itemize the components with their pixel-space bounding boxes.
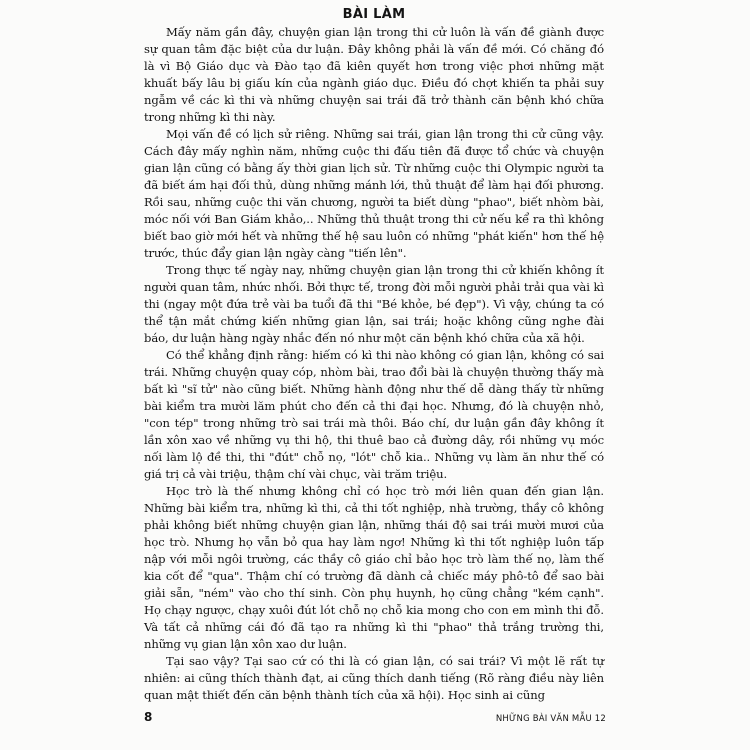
paragraph-4: Có thể khẳng định rằng: hiếm có kì thi nào không có gian lận, không có sai trái. Những chuyện quay cóp, nhòm bài, trao đổi bài là chuyện thường thấy mà bất kì "sĩ tử" nào cũng biết. Những hành động như thế dễ dàng thấy từ những bài kiểm tra mười lăm phút cho đến cả thi đại học. Nhưng, đó là chuyện nhỏ, "con tép" trong những trò sai trái mà thôi. Báo chí, dư luận gần đây không ít lần xôn xao về những vụ thi hộ, thi thuê bao cả đường dây, rồi những vụ móc nối làm lộ đề thi, thi "đút" chỗ nọ, "lót" chỗ kia.. Những vụ làm ăn như thế có giá trị cả vài triệu, thậm chí vài chục, vài trăm triệu. — [144, 348, 604, 481]
paragraph-6: Tại sao vậy? Tại sao cứ có thi là có gian lận, có sai trái? Vì một lẽ rất tự nhiên: ai cũng thích thành đạt, ai cũng thích danh tiếng (Rõ ràng điều này liên quan mật thiết đến căn bệnh thành tích của xã hội). Học sinh ai cũng — [144, 654, 604, 702]
essay-title: BÀI LÀM — [342, 7, 406, 22]
paragraph-1: Mấy năm gần đây, chuyện gian lận trong thi cử luôn là vấn đề giành được sự quan tâm đặc biệt của dư luận. Đây không phải là vấn đề mới. Có chăng đó là vì Bộ Giáo dục và Đào tạo đã kiên quyết hơn trong việc phơi những mặt khuất bấy lâu bị giấu kín của ngành giáo dục. Điều đó chợt khiến ta phải suy ngẫm về các kì thi và những chuyện sai trái đã trở thành căn bệnh khó chữa trong những kì thi này. — [144, 25, 604, 124]
book-series-title: NHỮNG BÀI VĂN MẪU 12 — [495, 714, 606, 724]
paragraph-5: Học trò là thế nhưng không chỉ có học trò mới liên quan đến gian lận. Những bài kiểm tra, những kì thi, cả thi tốt nghiệp, nhà trường, thầy cô không phải không biết những chuyện gian lận, những thái độ sai trái mười mươi của học trò. Nhưng họ vẫn bỏ qua hay làm ngơ! Những kì thi tốt nghiệp luôn tấp nập với mỗi ngôi trường, các thầy cô giáo chỉ bảo học trò làm thế nọ, làm thế kia cốt để "qua". Thậm chí có trường đã dành cả chiếc máy phô-tô để sao bài giải sẵn, "ném" vào cho thí sinh. Còn phụ huynh, họ cũng chẳng "kém cạnh". Họ chạy ngược, chạy xuôi đút lót chỗ nọ chỗ kia mong cho con em mình thi đỗ. Và tất cả những cái đó đã tạo ra những kì thi "phao" thả trắng trường thi, những vụ gian lận xôn xao dư luận. — [144, 484, 604, 651]
essay-body — [144, 6, 604, 704]
paragraph-3: Trong thực tế ngày nay, những chuyện gian lận trong thi cử khiến không ít người quan tâm, nhức nhối. Bởi thực tế, trong đời mỗi người phải trải qua vài kì thi (ngay một đứa trẻ vài ba tuổi đã thi "Bé khỏe, bé đẹp"). Vì vậy, chúng ta có thể tận mắt chứng kiến những gian lận, sai trái; hoặc không cũng nghe đài báo, dư luận hàng ngày nhắc đến nó như một căn bệnh khó chữa của xã hội. — [144, 263, 604, 345]
page-number: 8 — [144, 710, 153, 724]
paragraph-2: Mọi vấn đề có lịch sử riêng. Những sai trái, gian lận trong thi cử cũng vậy. Cách đây mấy nghìn năm, những cuộc thi đấu tiên đã được tổ chức và chuyện gian lận cũng có bằng ấy thời gian lịch sử. Từ những cuộc thi Olympic người ta đã biết ám hại đối thủ, dùng những mánh lới, thủ thuật để làm hại đối phương. Rồi sau, những cuộc thi văn chương, người ta biết dùng "phao", biết nhòm bài, móc nối với Ban Giám khảo,.. Những thủ thuật trong thi cử nếu kể ra thì không biết bao giờ mới hết và những thế hệ sau luôn có những "phát kiến" hơn thế hệ trước, thúc đẩy gian lận ngày càng "tiến lên". — [144, 127, 604, 260]
page-footer — [144, 710, 606, 724]
